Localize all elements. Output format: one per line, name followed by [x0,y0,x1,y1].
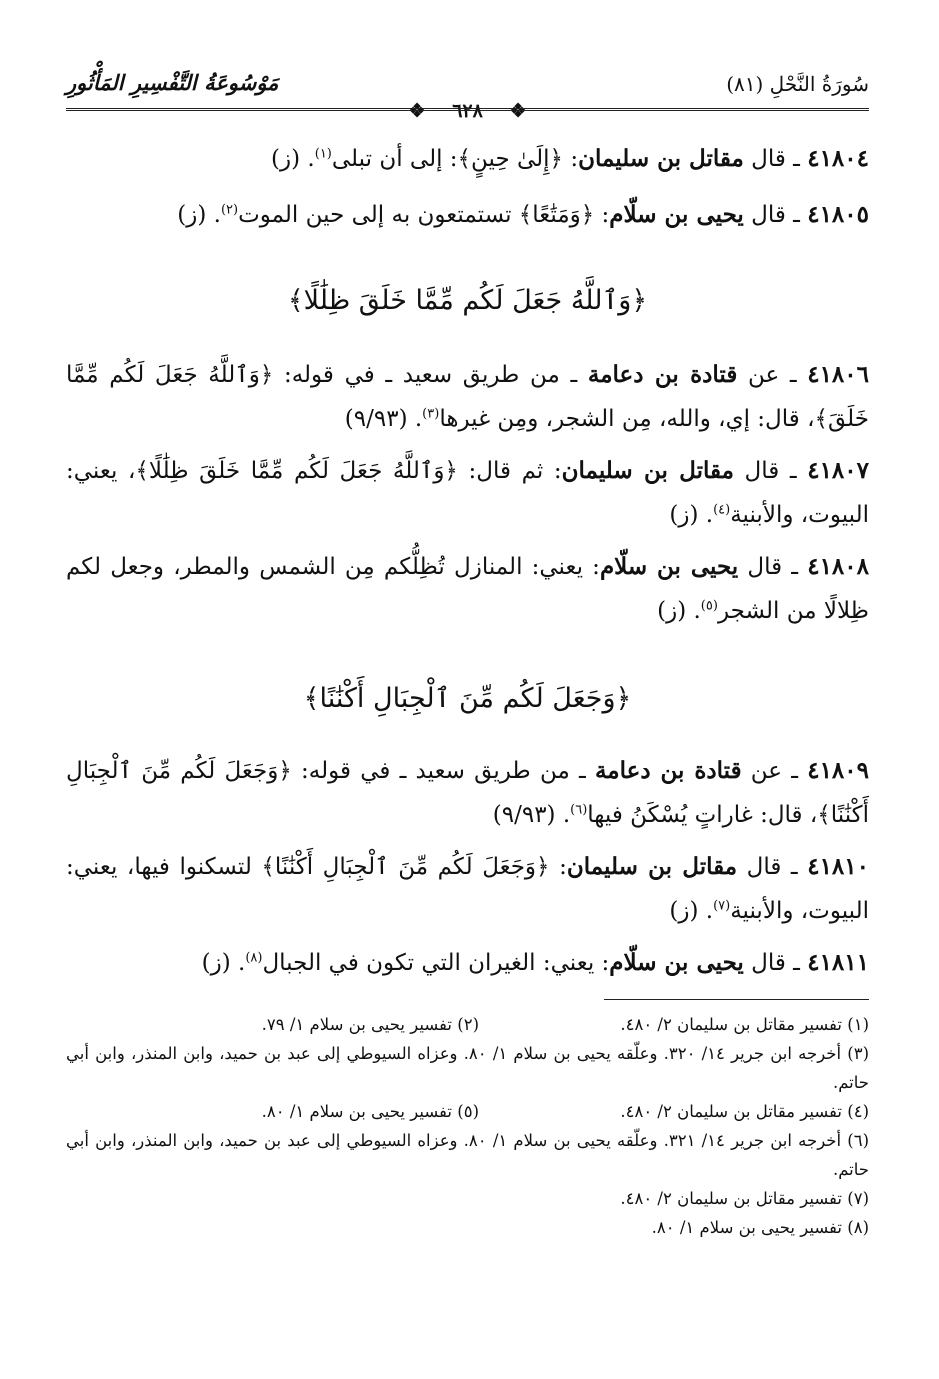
entry-number: ٤١٨١٠ [807,853,869,880]
footnote-4: (٤) تفسير مقاتل بن سليمان ٢/ ٤٨٠. [620,1102,869,1121]
entry-41811: ٤١٨١١ ـ قال يحيى بن سلّام: يعني: الغيران التي تكون في الجبال$^{(٨)}$. (ز) [201,949,869,976]
footnotes [66,1010,869,1242]
footnote-ref[interactable]: (١) [314,146,332,162]
entry-number: ٤١٨٠٤ [807,145,869,172]
entry-number: ٤١٨١١ [807,949,869,976]
narrator-name: مقاتل بن سليمان [561,457,734,484]
running-header [66,66,869,111]
verse-heading-1: ﴿وَٱللَّهُ جَعَلَ لَكُم مِّمَّا خَلَقَ ظِلَٰلًا﴾ [287,285,648,316]
footnote-ref[interactable]: (٢) [220,202,239,218]
surah-header [726,72,869,96]
entry-number: ٤١٨٠٥ [807,201,869,228]
ornament-icon: ❖ [499,100,536,122]
footnote-2: (٢) تفسير يحيى بن سلام ١/ ٧٩. [261,1015,479,1034]
footnote-ref[interactable]: (٣) [422,406,440,422]
footnote-6: (٦) أخرجه ابن جرير ١٤/ ٣٢١. وعلّقه يحيى بن سلام ١/ ٨٠. وعزاه السيوطي إلى عبد بن حميد، وابن المنذر، وابن أبي حاتم. [66,1131,869,1179]
book-title: مَوْسُوعَةُ التَّفْسِيرِ المَأْثُورِ [66,70,279,95]
footnote-7: (٧) تفسير مقاتل بن سليمان ٢/ ٤٨٠. [620,1189,869,1208]
narrator-name: قتادة بن دعامة [594,757,742,784]
narrator-name: يحيى بن سلّام [609,949,744,976]
verse-heading-2: ﴿وَجَعَلَ لَكُم مِّنَ ٱلْجِبَالِ أَكْنَٰنًا﴾ [303,683,632,714]
surah-title: سُورَةُ النَّحْلِ [769,72,869,96]
narrator-name: قتادة بن دعامة [587,361,738,388]
footnote-ref[interactable]: (٥) [700,598,718,614]
entry-41809: ٤١٨٠٩ ـ عن قتادة بن دعامة ـ من طريق سعيد ـ في قوله: ﴿وَجَعَلَ لَكُم مِّنَ ٱلْجِبَالِ أَكْنَٰنًا﴾، قال: غاراتٍ يُسْكَنُ فيها$^{(٦)}$. (٩/٩٣) [66,757,869,828]
ornament-icon: ❖ [399,100,436,122]
entry-text: : ثم قال: ﴿وَٱللَّهُ جَعَلَ لَكُم مِّمَّا خَلَقَ ظِلَٰلًا﴾، يعني: البيوت، والأبنية [66,458,869,528]
entry-text: ـ من طريق سعيد ـ في قوله: ﴿وَجَعَلَ لَكُم مِّنَ ٱلْجِبَالِ أَكْنَٰنًا﴾، قال: غاراتٍ يُسْكَنُ فيها [66,758,869,828]
footnote-ref[interactable]: (٨) [245,950,263,966]
entry-number: ٤١٨٠٨ [807,553,869,580]
entry-text: : ﴿إِلَىٰ حِينٍ﴾: إلى أن تبلى [331,146,579,172]
entry-41808: ٤١٨٠٨ ـ قال يحيى بن سلّام: يعني: المنازل تُظِلُّكم مِن الشمس والمطر، وجعل لكم ظِلالًا من الشجر$^{(٥)}$. (ز) [66,553,869,624]
surah-range: (٨١) [726,72,764,96]
footnote-3: (٣) أخرجه ابن جرير ١٤/ ٣٢٠. وعلّقه يحيى بن سلام ١/ ٨٠. وعزاه السيوطي إلى عبد بن حميد، وابن المنذر، وابن أبي حاتم. [66,1044,869,1092]
footnote-ref[interactable]: (٦) [570,802,588,818]
entry-41804: ٤١٨٠٤ ـ قال مقاتل بن سليمان: ﴿إِلَىٰ حِينٍ﴾: إلى أن تبلى$^{(١)}$. (ز) [271,145,869,172]
narrator-name: يحيى بن سلّام [609,201,744,228]
narrator-name: يحيى بن سلّام [599,553,739,580]
entry-number: ٤١٨٠٦ [807,361,869,388]
entry-text: ـ من طريق سعيد ـ في قوله: ﴿وَٱللَّهُ جَعَلَ لَكُم مِّمَّا خَلَقَ﴾، قال: إي، والله، مِن الشجر، ومِن غيرها [66,362,869,432]
entry-41806: ٤١٨٠٦ ـ عن قتادة بن دعامة ـ من طريق سعيد ـ في قوله: ﴿وَٱللَّهُ جَعَلَ لَكُم مِّمَّا خَلَقَ﴾، قال: إي، والله، مِن الشجر، ومِن غيرها$^{(٣)}$. (٩/٩٣) [66,361,869,432]
entry-text: : يعني: الغيران التي تكون في الجبال [262,950,610,976]
entry-41805: ٤١٨٠٥ ـ قال يحيى بن سلّام: ﴿وَمَتَٰعًا﴾ تستمتعون به إلى حين الموت$^{(٢)}$. (ز) [177,201,869,228]
entry-number: ٤١٨٠٧ [807,457,869,484]
footnote-ref[interactable]: (٧) [713,898,731,914]
footnote-ref[interactable]: (٤) [713,502,731,518]
footnote-1: (١) تفسير مقاتل بن سليمان ٢/ ٤٨٠. [620,1015,869,1034]
entry-41810: ٤١٨١٠ ـ قال مقاتل بن سليمان: ﴿وَجَعَلَ لَكُم مِّنَ ٱلْجِبَالِ أَكْنَٰنًا﴾ لتسكنوا فيها، يعني: البيوت، والأبنية$^{(٧)}$. (ز) [66,853,869,924]
entry-number: ٤١٨٠٩ [807,757,869,784]
footnote-8: (٨) تفسير يحيى بن سلام ١/ ٨٠. [651,1218,869,1237]
page-number: ٦٢٨ [442,100,493,122]
entry-text: : ﴿وَجَعَلَ لَكُم مِّنَ ٱلْجِبَالِ أَكْنَٰنًا﴾ لتسكنوا فيها، يعني: البيوت، والأبنية [66,854,869,924]
book-page [66,66,869,1356]
narrator-name: مقاتل بن سليمان [578,145,744,172]
entry-41807: ٤١٨٠٧ ـ قال مقاتل بن سليمان: ثم قال: ﴿وَٱللَّهُ جَعَلَ لَكُم مِّمَّا خَلَقَ ظِلَٰلًا﴾، يعني: البيوت، والأبنية$^{(٤)}$. (ز) [66,457,869,528]
narrator-name: مقاتل بن سليمان [566,853,738,880]
footnote-row [66,1097,869,1126]
entry-text: : ﴿وَمَتَٰعًا﴾ تستمتعون به إلى حين الموت [238,202,610,228]
footnote-separator [604,999,869,1000]
entry-text: : يعني: المنازل تُظِلُّكم مِن الشمس والمطر، وجعل لكم ظِلالًا من الشجر [66,554,869,624]
footnote-row [66,1010,869,1039]
footnote-5: (٥) تفسير يحيى بن سلام ١/ ٨٠. [261,1102,479,1121]
